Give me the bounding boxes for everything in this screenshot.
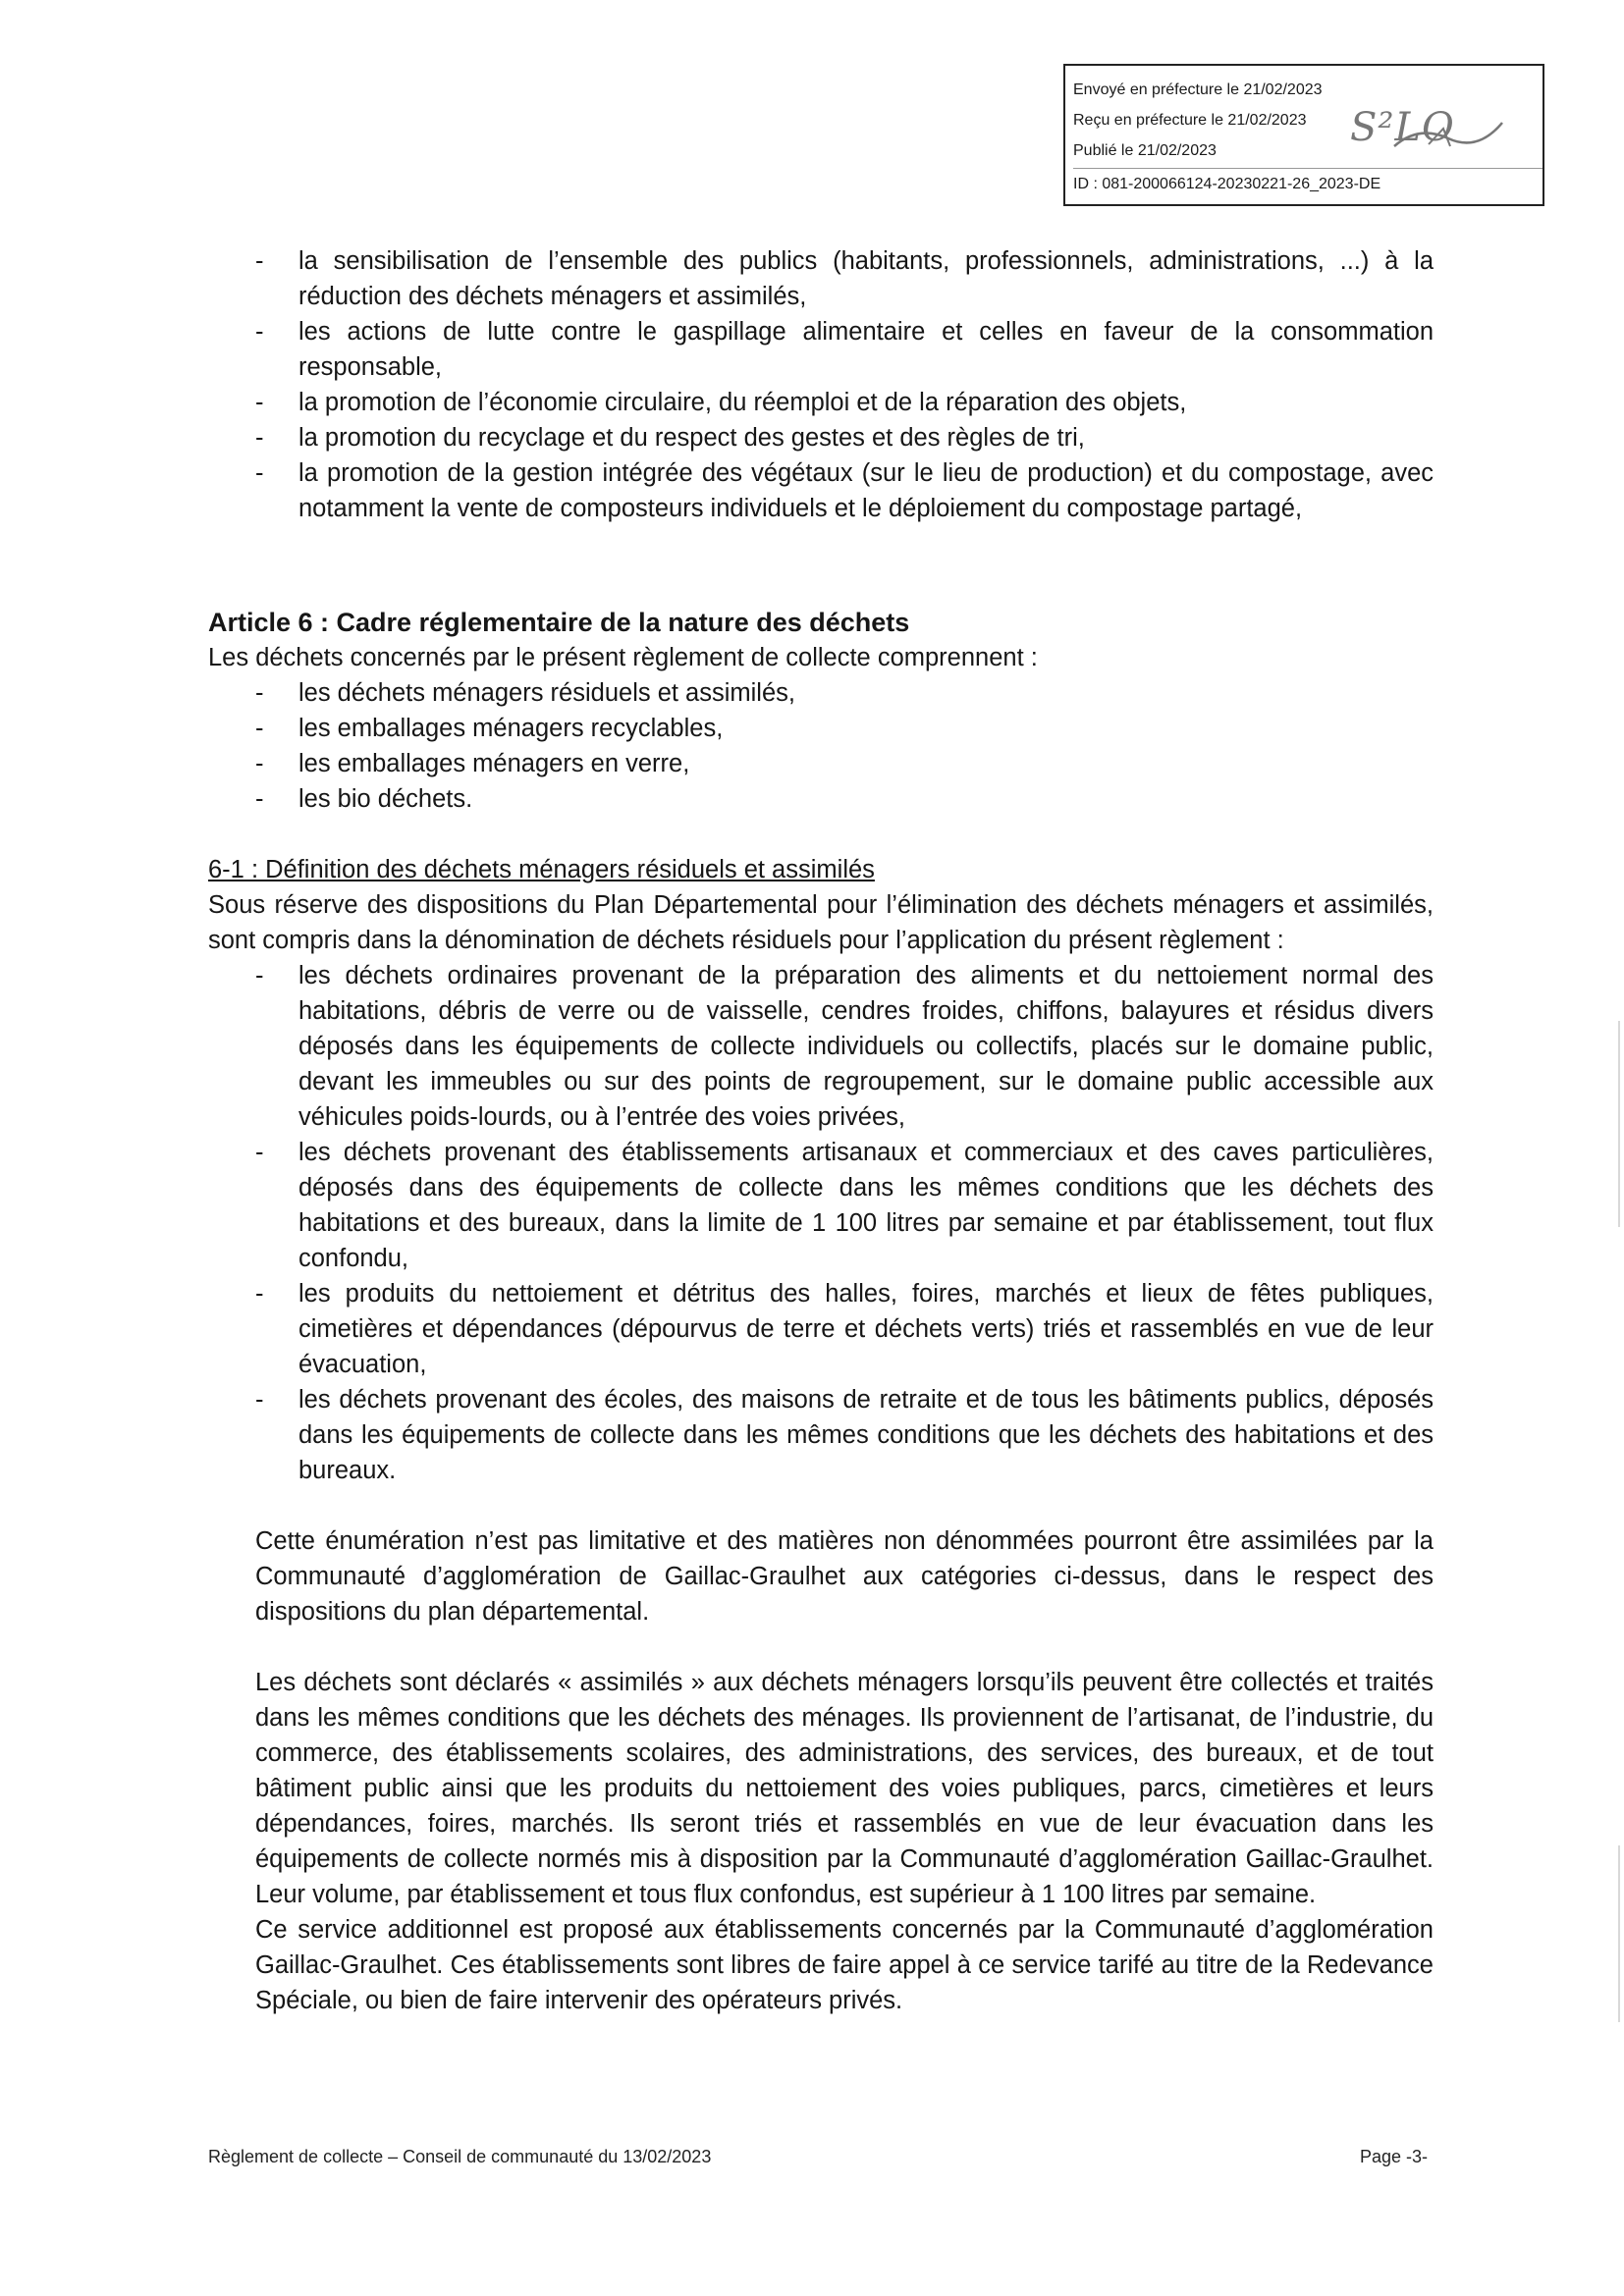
scan-edge-mark [1618,1021,1620,1227]
footer-title: Règlement de collecte – Conseil de communauté du 13/02/2023 [208,2147,712,2166]
stamp-published: Publié le 21/02/2023 [1073,142,1217,159]
list-item: - la promotion de l’économie circulaire, du réemploi et de la réparation des objets, [208,385,1434,420]
paragraph-enumeration: Cette énumération n’est pas limitative et des matières non dénommées pourront être assimilées par la Communauté d’agglomération de Gaillac-Graulhet aux catégories ci-dessus, dans le respect des dispositions du plan départemental. [255,1527,1434,1626]
intro-list [208,243,1434,526]
list-item: - la sensibilisation de l’ensemble des publics (habitants, professionnels, administrations, ...) à la réduction des déchets ménagers et assimilés, [208,243,1434,314]
paragraph-service: Ce service additionnel est proposé aux établissements concernés par la Communauté d’agglomération Gaillac-Graulhet. Ces établissements sont libres de faire appel à ce service tarifé au titre de la Redevance Spéciale, ou bien de faire intervenir des opérateurs privés. [255,1916,1434,2014]
stamp-sent: Envoyé en préfecture le 21/02/2023 [1073,81,1323,98]
list-item: - les emballages ménagers recyclables, [208,711,1434,746]
scan-edge-mark [1618,1845,1620,2022]
list-item: - la promotion de la gestion intégrée des végétaux (sur le lieu de production) et du compostage, avec notamment la vente de composteurs individuels et le déploiement du compostage partagé, [208,455,1434,526]
stamp-id: ID : 081-200066124-20230221-26_2023-DE [1073,168,1543,199]
article-6-intro: Les déchets concernés par le présent règlement de collecte comprennent : [208,644,1038,671]
list-item: - les emballages ménagers en verre, [208,746,1434,781]
list-item: - les déchets provenant des écoles, des maisons de retraite et de tous les bâtiments publics, déposés dans les équipements de collecte dans les mêmes conditions que les déchets des habitations et des bureaux. [208,1382,1434,1488]
document-body [208,243,1434,2018]
paragraph-assimiles: Les déchets sont déclarés « assimilés » aux déchets ménagers lorsqu’ils peuvent être collectés et traités dans les mêmes conditions que les déchets des ménages. Ils proviennent de l’artisanat, de l’industrie, du commerce, des établissements scolaires, des administrations, des services, des bureaux, et de tout bâtiment public ainsi que les produits du nettoiement des voies publiques, parcs, cimetières et leurs dépendances, foires, marchés. Ils seront triés et rassemblés en vue de leur évacuation dans les équipements de collecte normés mis à disposition par la Communauté d’agglomération Gaillac-Graulhet. Leur volume, par établissement et tous flux confondus, est supérieur à 1 100 litres par semaine. [255,1669,1434,1908]
list-item: - les déchets provenant des établissements artisanaux et commerciaux et des caves particulières, déposés dans des équipements de collecte dans les mêmes conditions que les déchets des habitations et des bureaux, dans la limite de 1 100 litres par semaine et par établissement, tout flux confondu, [208,1135,1434,1276]
stamp-signature: S²LO [1350,105,1455,150]
section-6-1-intro: Sous réserve des dispositions du Plan Départemental pour l’élimination des déchets ménagers et assimilés, sont compris dans la dénomination de déchets résiduels pour l’application du présent règlement : [208,891,1434,954]
section-6-1-list [208,958,1434,1488]
page-number: Page -3- [1359,2147,1428,2166]
list-item: - les déchets ménagers résiduels et assimilés, [208,675,1434,711]
list-item: - les déchets ordinaires provenant de la préparation des aliments et du nettoiement normal des habitations, débris de verre ou de vaisselle, cendres froides, chiffons, balayures et résidus divers déposés dans les équipements de collecte individuels ou collectifs, placés sur le domaine public, devant les immeubles ou sur des points de regroupement, sur le domaine public accessible aux véhicules poids-lourds, ou à l’entrée des voies privées, [208,958,1434,1135]
prefecture-stamp [1063,64,1544,206]
article-6-list [208,675,1434,817]
section-6-1-title: 6-1 : Définition des déchets ménagers résiduels et assimilés [208,856,875,883]
list-item: - les actions de lutte contre le gaspillage alimentaire et celles en faveur de la consommation responsable, [208,314,1434,385]
stamp-received: Reçu en préfecture le 21/02/2023 [1073,112,1307,129]
list-item: - les produits du nettoiement et détritus des halles, foires, marchés et lieux de fêtes publiques, cimetières et dépendances (dépourvus de terre et déchets verts) triés et rassemblés en vue de leur évacuation, [208,1276,1434,1382]
article-6-title: Article 6 : Cadre réglementaire de la nature des déchets [208,608,910,637]
list-item: - les bio déchets. [208,781,1434,817]
signature-swoosh-icon [1389,117,1507,156]
list-item: - la promotion du recyclage et du respect des gestes et des règles de tri, [208,420,1434,455]
